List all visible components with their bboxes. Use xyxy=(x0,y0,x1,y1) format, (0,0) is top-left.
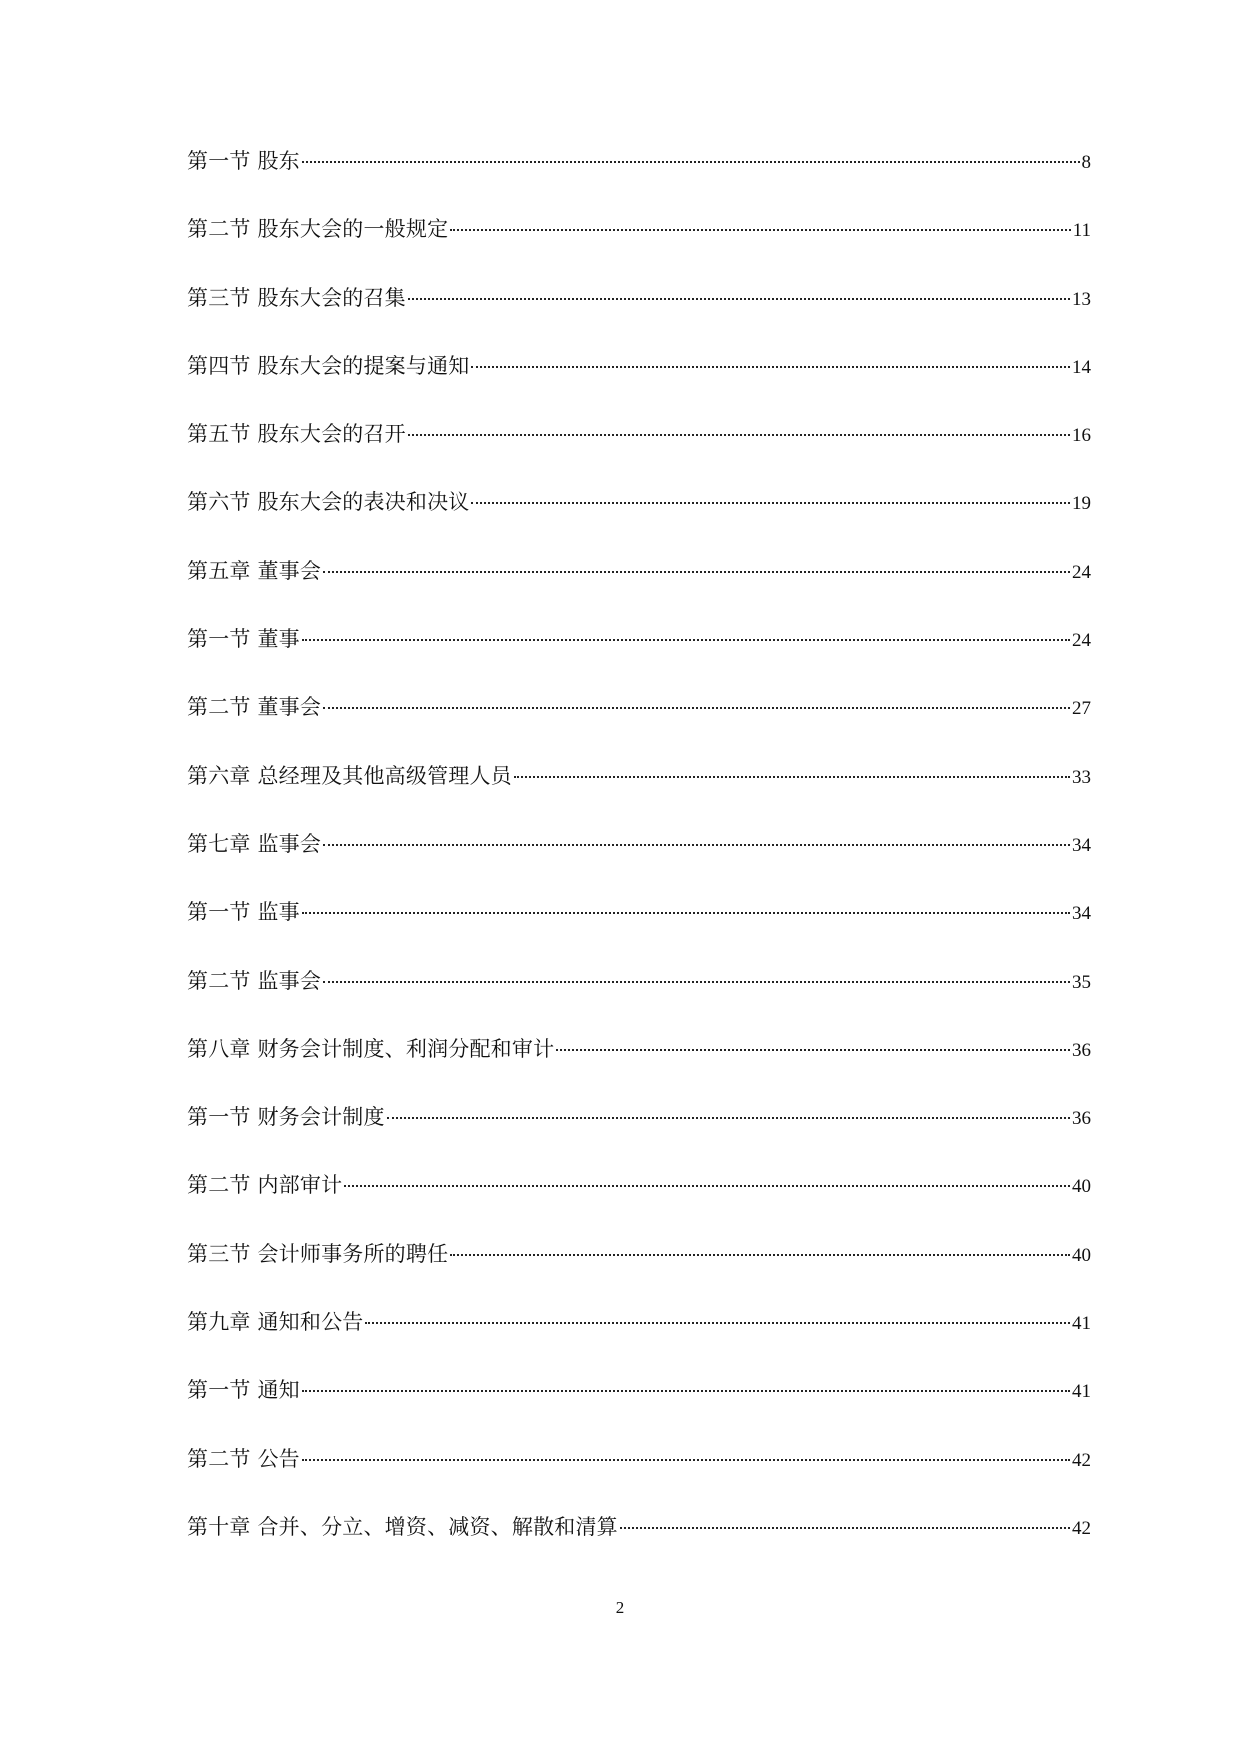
toc-entry-title: 第八章 财务会计制度、利润分配和审计 xyxy=(187,1036,555,1061)
toc-entry[interactable] xyxy=(187,1307,1091,1375)
toc-entry[interactable] xyxy=(187,351,1091,419)
toc-dot-leader xyxy=(323,981,1070,983)
toc-dot-leader xyxy=(344,1185,1070,1187)
toc-entry-page: 24 xyxy=(1072,561,1091,583)
toc-entry-page: 34 xyxy=(1072,834,1091,856)
toc-dot-leader xyxy=(471,366,1070,368)
toc-dot-leader xyxy=(323,571,1070,573)
toc-dot-leader xyxy=(450,229,1070,231)
toc-entry-page: 16 xyxy=(1072,425,1091,447)
toc-entry-title: 第三节 会计师事务所的聘任 xyxy=(187,1241,449,1266)
toc-dot-leader xyxy=(302,639,1070,641)
toc-entry[interactable] xyxy=(187,487,1091,555)
toc-entry-title: 第二节 内部审计 xyxy=(187,1173,343,1198)
toc-entry-title: 第二节 股东大会的一般规定 xyxy=(187,217,449,242)
toc-entry-page: 19 xyxy=(1072,493,1091,515)
toc-entry[interactable] xyxy=(187,966,1091,1034)
toc-entry-page: 14 xyxy=(1072,356,1091,378)
toc-dot-leader xyxy=(620,1527,1070,1529)
toc-entry[interactable] xyxy=(187,1512,1091,1580)
toc-dot-leader xyxy=(302,1459,1070,1461)
toc-dot-leader xyxy=(387,1117,1070,1119)
toc-entry[interactable] xyxy=(187,1170,1091,1238)
toc-entry-title: 第五章 董事会 xyxy=(187,558,322,583)
toc-entry-title: 第七章 监事会 xyxy=(187,831,322,856)
toc-entry-page: 41 xyxy=(1072,1381,1091,1403)
toc-entry-title: 第二节 监事会 xyxy=(187,968,322,993)
table-of-contents xyxy=(187,146,1091,1580)
toc-dot-leader xyxy=(408,434,1070,436)
toc-entry-page: 35 xyxy=(1072,971,1091,993)
toc-entry-page: 27 xyxy=(1072,698,1091,720)
toc-dot-leader xyxy=(302,161,1080,163)
toc-entry-title: 第一节 监事 xyxy=(187,900,300,925)
toc-entry-title: 第四节 股东大会的提案与通知 xyxy=(187,353,470,378)
toc-entry[interactable] xyxy=(187,556,1091,624)
toc-dot-leader xyxy=(323,707,1070,709)
toc-entry[interactable] xyxy=(187,829,1091,897)
toc-dot-leader xyxy=(471,502,1070,504)
toc-entry-page: 36 xyxy=(1072,1108,1091,1130)
toc-entry-title: 第一节 通知 xyxy=(187,1378,300,1403)
toc-dot-leader xyxy=(514,776,1070,778)
toc-entry-title: 第一节 财务会计制度 xyxy=(187,1105,385,1130)
toc-entry[interactable] xyxy=(187,419,1091,487)
toc-entry[interactable] xyxy=(187,692,1091,760)
toc-entry[interactable] xyxy=(187,146,1091,214)
toc-entry-title: 第五节 股东大会的召开 xyxy=(187,422,406,447)
toc-entry-page: 40 xyxy=(1072,1244,1091,1266)
toc-dot-leader xyxy=(450,1254,1070,1256)
toc-dot-leader xyxy=(302,912,1070,914)
toc-entry[interactable] xyxy=(187,897,1091,965)
toc-entry[interactable] xyxy=(187,1034,1091,1102)
toc-entry-title: 第六章 总经理及其他高级管理人员 xyxy=(187,763,512,788)
toc-entry-page: 42 xyxy=(1072,1517,1091,1539)
toc-entry-title: 第六节 股东大会的表决和决议 xyxy=(187,490,470,515)
toc-entry-page: 36 xyxy=(1072,1039,1091,1061)
page-number: 2 xyxy=(615,1598,625,1617)
toc-entry[interactable] xyxy=(187,1102,1091,1170)
toc-entry-page: 40 xyxy=(1072,1176,1091,1198)
toc-entry-title: 第一节 股东 xyxy=(187,149,300,173)
toc-entry-title: 第十章 合并、分立、增资、减资、解散和清算 xyxy=(187,1514,618,1539)
toc-entry-title: 第九章 通知和公告 xyxy=(187,1310,364,1335)
toc-entry[interactable] xyxy=(187,1375,1091,1443)
toc-entry-page: 34 xyxy=(1072,903,1091,925)
toc-entry[interactable] xyxy=(187,1444,1091,1512)
toc-entry-page: 42 xyxy=(1072,1449,1091,1471)
toc-entry-title: 第二节 公告 xyxy=(187,1446,300,1471)
toc-dot-leader xyxy=(408,298,1070,300)
toc-entry[interactable] xyxy=(187,761,1091,829)
toc-entry-title: 第一节 董事 xyxy=(187,627,300,652)
toc-entry-title: 第二节 董事会 xyxy=(187,695,322,720)
toc-entry[interactable] xyxy=(187,624,1091,692)
toc-dot-leader xyxy=(365,1322,1070,1324)
toc-entry[interactable] xyxy=(187,214,1091,282)
toc-entry-title: 第三节 股东大会的召集 xyxy=(187,285,406,310)
toc-dot-leader xyxy=(323,844,1070,846)
toc-dot-leader xyxy=(556,1049,1070,1051)
toc-entry-page: 11 xyxy=(1072,220,1091,242)
toc-entry-page: 41 xyxy=(1072,1313,1091,1335)
toc-entry-page: 33 xyxy=(1072,766,1091,788)
toc-entry[interactable] xyxy=(187,1239,1091,1307)
toc-entry-page: 13 xyxy=(1072,288,1091,310)
toc-dot-leader xyxy=(302,1390,1070,1392)
toc-entry[interactable] xyxy=(187,283,1091,351)
toc-entry-page: 8 xyxy=(1081,152,1091,173)
toc-entry-page: 24 xyxy=(1072,630,1091,652)
